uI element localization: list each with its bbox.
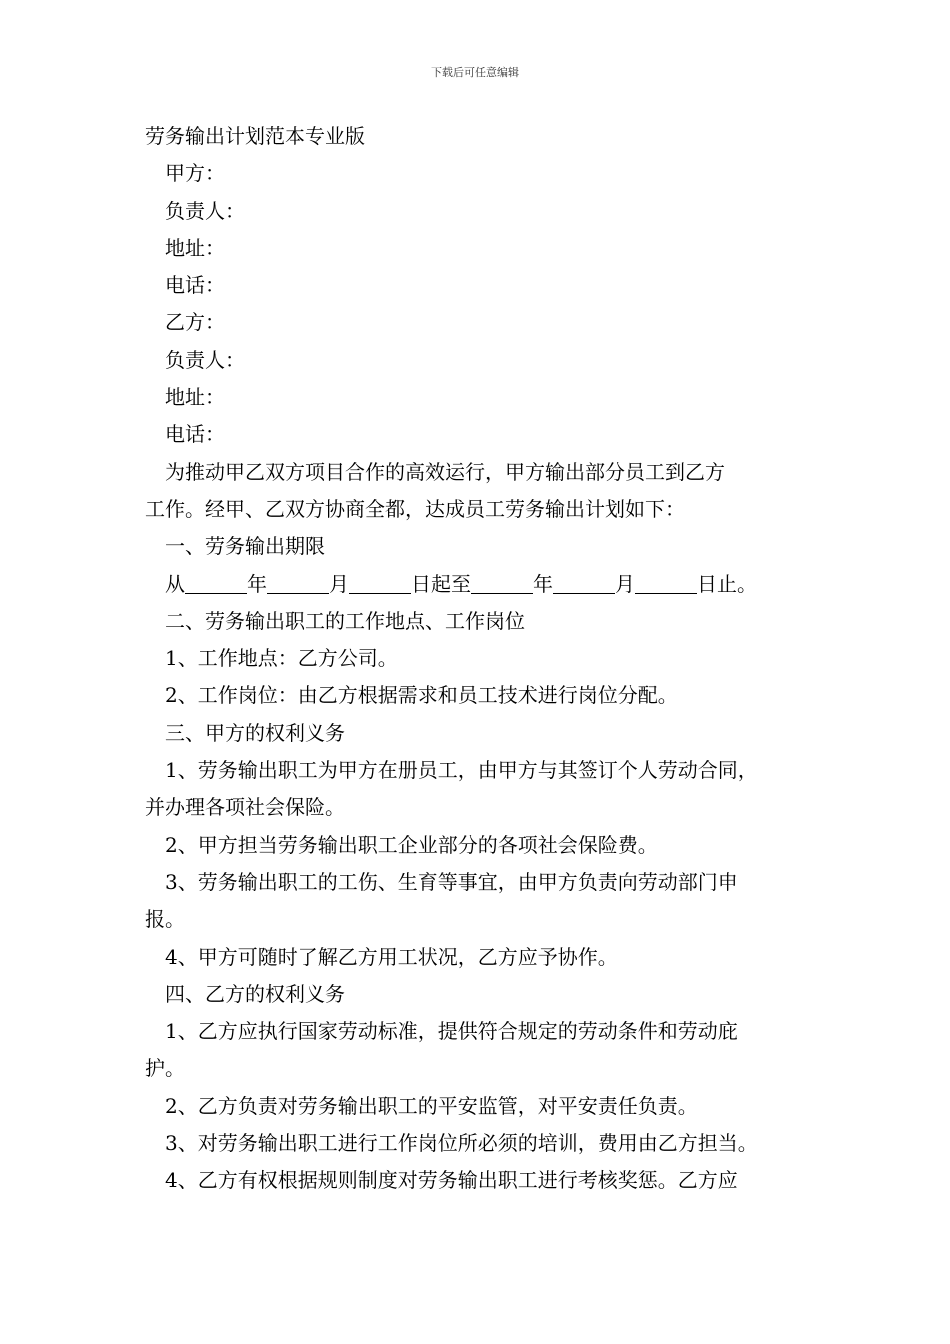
intro-paragraph-line-1: 为推动甲乙双方项目合作的高效运行，甲方输出部分员工到乙方 (165, 459, 725, 484)
party-b-phone: 电话： (165, 422, 225, 447)
document-title: 劳务输出计划范本专业版 (145, 124, 365, 148)
period-month-2: 月 (615, 571, 635, 596)
section-4-heading: 四、乙方的权利义务 (165, 981, 345, 1006)
end-month-blank (553, 567, 615, 594)
section-3-item-3-line-2: 报。 (145, 907, 185, 932)
party-a-label: 甲方： (165, 161, 225, 186)
section-1-heading: 一、劳务输出期限 (165, 534, 325, 559)
section-3-item-2: 2、甲方担当劳务输出职工企业部分的各项社会保险费。 (165, 832, 658, 857)
section-2-item-2: 2、工作岗位：由乙方根据需求和员工技术进行岗位分配。 (165, 683, 678, 708)
section-3-item-3-line-1: 3、劳务输出职工的工伤、生育等事宜，由甲方负责向劳动部门申 (165, 869, 738, 894)
section-3-heading: 三、甲方的权利义务 (165, 720, 345, 745)
section-2-item-1: 1、工作地点：乙方公司。 (165, 646, 398, 671)
section-4-item-1-line-1: 1、乙方应执行国家劳动标准，提供符合规定的劳动条件和劳动庇 (165, 1019, 738, 1044)
party-a-contact: 负责人： (165, 198, 245, 223)
party-b-address: 地址： (165, 385, 225, 410)
period-month-1: 月 (329, 571, 349, 596)
period-line (145, 566, 815, 603)
period-day-to: 日起至 (411, 571, 471, 596)
party-a-phone: 电话： (165, 273, 225, 298)
party-b-label: 乙方： (165, 310, 225, 335)
section-4-item-3: 3、对劳务输出职工进行工作岗位所必须的培训，费用由乙方担当。 (165, 1131, 758, 1156)
document-body (145, 118, 815, 1200)
start-year-blank (185, 567, 247, 594)
section-3-item-1-line-1: 1、劳务输出职工为甲方在册员工，由甲方与其签订个人劳动合同， (165, 758, 758, 783)
end-day-blank (635, 567, 697, 594)
party-a-address: 地址： (165, 235, 225, 260)
section-3-item-4: 4、甲方可随时了解乙方用工状况，乙方应予协作。 (165, 944, 618, 969)
page-header-note: 下载后可任意编辑 (431, 66, 519, 79)
section-2-heading: 二、劳务输出职工的工作地点、工作岗位 (165, 608, 525, 633)
end-year-blank (471, 567, 533, 594)
section-4-item-1-line-2: 护。 (145, 1056, 185, 1081)
period-day-end: 日止。 (697, 571, 757, 596)
period-year-1: 年 (247, 571, 267, 596)
section-4-item-2: 2、乙方负责对劳务输出职工的平安监管，对平安责任负责。 (165, 1093, 698, 1118)
start-day-blank (349, 567, 411, 594)
section-4-item-4: 4、乙方有权根据规则制度对劳务输出职工进行考核奖惩。乙方应 (165, 1168, 738, 1193)
period-year-2: 年 (533, 571, 553, 596)
period-from: 从 (165, 571, 185, 596)
intro-paragraph-line-2: 工作。经甲、乙双方协商全都，达成员工劳务输出计划如下： (145, 496, 685, 521)
start-month-blank (267, 567, 329, 594)
section-3-item-1-line-2: 并办理各项社会保险。 (145, 795, 345, 820)
party-b-contact: 负责人： (165, 347, 245, 372)
